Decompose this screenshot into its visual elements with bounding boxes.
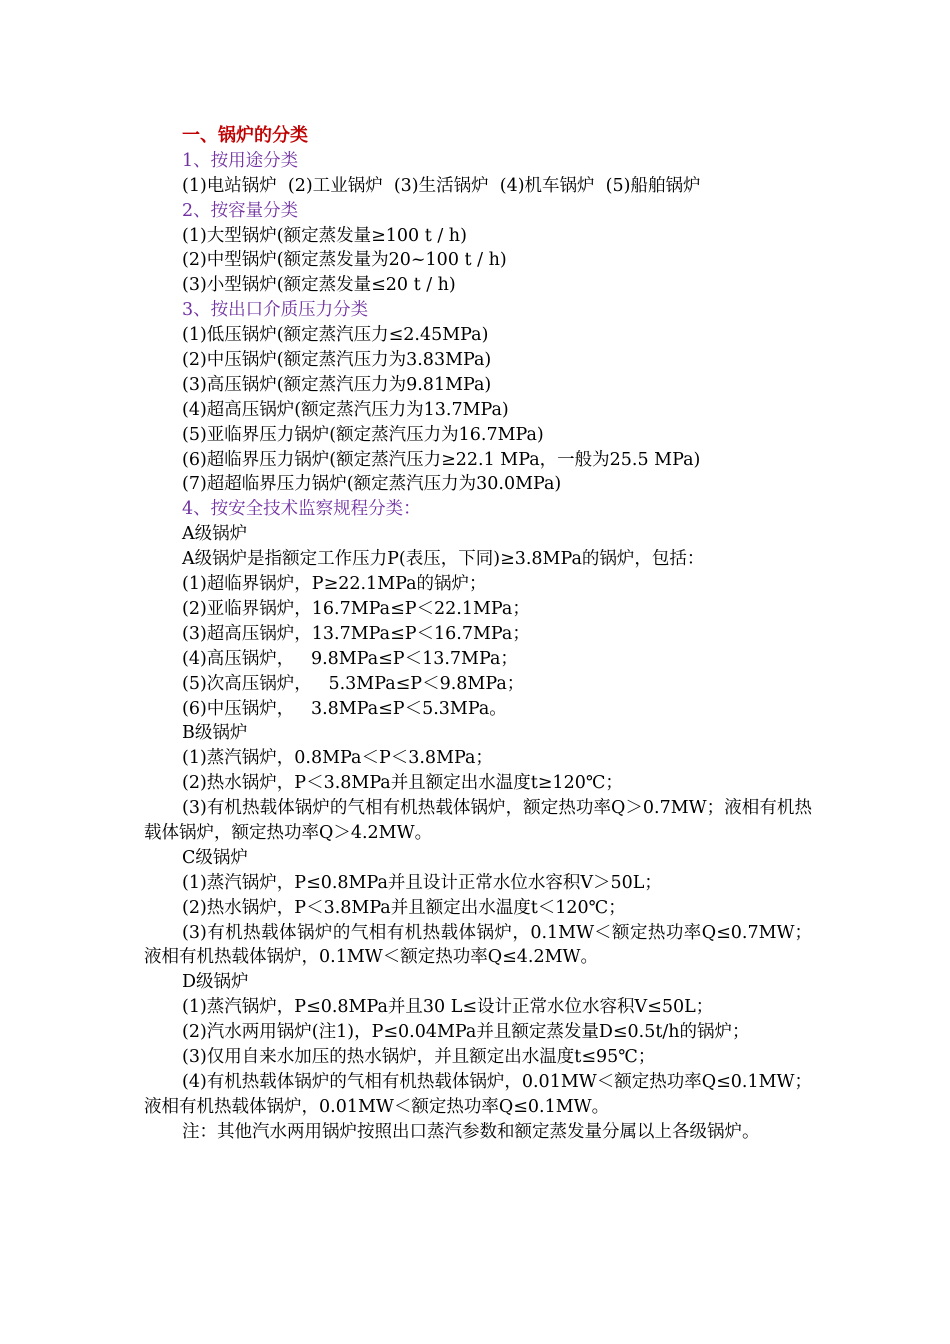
pressure-item: (6)超临界压力锅炉(额定蒸汽压力≥22.1 MPa，一般为25.5 MPa) <box>182 449 701 470</box>
pressure-item: (1)低压锅炉(额定蒸汽压力≤2.45MPa) <box>182 325 489 346</box>
class-c-label: C级锅炉 <box>182 847 248 868</box>
class-a-label: A级锅炉 <box>182 524 248 545</box>
class-b-item: (3)有机热载体锅炉的气相有机热载体锅炉，额定热功率Q＞0.7MW；液相有机热载体锅炉，额定热功率Q＞4.2MW。 <box>144 798 812 843</box>
class-b-item: (1)蒸汽锅炉，0.8MPa＜P＜3.8MPa； <box>182 748 493 769</box>
class-d-item: (4)有机热载体锅炉的气相有机热载体锅炉，0.01MW＜额定热功率Q≤0.1MW；液相有机热载体锅炉，0.01MW＜额定热功率Q≤0.1MW。 <box>144 1071 812 1117</box>
pressure-item: (7)超超临界压力锅炉(额定蒸汽压力为30.0MPa) <box>182 474 562 495</box>
class-b-item: (2)热水锅炉，P＜3.8MPa并且额定出水温度t≥120℃； <box>182 773 623 794</box>
document-body <box>144 124 812 1145</box>
class-c-item: (1)蒸汽锅炉，P≤0.8MPa并且设计正常水位水容积V＞50L； <box>182 872 662 893</box>
footnote: 注：其他汽水两用锅炉按照出口蒸汽参数和额定蒸发量分属以上各级锅炉。 <box>182 1121 760 1142</box>
section-heading-pressure: 3、按出口介质压力分类 <box>182 300 369 321</box>
class-d-label: D级锅炉 <box>182 972 249 993</box>
page-title: 一、锅炉的分类 <box>182 125 308 146</box>
section-heading-capacity: 2、按容量分类 <box>182 200 299 221</box>
class-a-item: (5)次高压锅炉， 5.3MPa≤P＜9.8MPa； <box>182 673 525 694</box>
class-b-label: B级锅炉 <box>182 723 248 744</box>
pressure-item: (2)中压锅炉(额定蒸汽压力为3.83MPa) <box>182 350 492 371</box>
pressure-item: (3)高压锅炉(额定蒸汽压力为9.81MPa) <box>182 374 492 395</box>
class-a-item: (1)超临界锅炉，P≥22.1MPa的锅炉； <box>182 574 487 595</box>
class-d-item: (3)仅用自来水加压的热水锅炉，并且额定出水温度t≤95℃； <box>182 1047 656 1068</box>
capacity-item: (1)大型锅炉(额定蒸发量≥100 t / h) <box>182 225 467 246</box>
class-a-item: (6)中压锅炉， 3.8MPa≤P＜5.3MPa。 <box>182 698 507 719</box>
pressure-item: (5)亚临界压力锅炉(额定蒸汽压力为16.7MPa) <box>182 424 544 445</box>
capacity-item: (3)小型锅炉(额定蒸发量≤20 t / h) <box>182 275 456 296</box>
capacity-item: (2)中型锅炉(额定蒸发量为20~100 t / h) <box>182 250 507 271</box>
section-heading-safety: 4、按安全技术监察规程分类： <box>182 499 421 520</box>
class-c-item: (3)有机热载体锅炉的气相有机热载体锅炉，0.1MW＜额定热功率Q≤0.7MW；液相有机热载体锅炉，0.1MW＜额定热功率Q≤4.2MW。 <box>144 922 812 968</box>
pressure-item: (4)超高压锅炉(额定蒸汽压力为13.7MPa) <box>182 399 509 420</box>
usage-list: (1)电站锅炉 (2)工业锅炉 (3)生活锅炉 (4)机车锅炉 (5)船舶锅炉 <box>182 175 701 196</box>
class-a-intro: A级锅炉是指额定工作压力P(表压，下同)≥3.8MPa的锅炉，包括： <box>182 549 705 570</box>
class-a-item: (4)高压锅炉， 9.8MPa≤P＜13.7MPa； <box>182 648 518 669</box>
class-a-item: (2)亚临界锅炉，16.7MPa≤P＜22.1MPa； <box>182 598 530 619</box>
class-a-item: (3)超高压锅炉，13.7MPa≤P＜16.7MPa； <box>182 623 530 644</box>
class-d-item: (2)汽水两用锅炉(注1)，P≤0.04MPa并且额定蒸发量D≤0.5t/h的锅炉； <box>182 1022 750 1043</box>
section-heading-usage: 1、按用途分类 <box>182 150 299 171</box>
class-d-item: (1)蒸汽锅炉，P≤0.8MPa并且30 L≤设计正常水位水容积V≤50L； <box>182 997 714 1018</box>
class-c-item: (2)热水锅炉，P＜3.8MPa并且额定出水温度t＜120℃； <box>182 897 626 918</box>
